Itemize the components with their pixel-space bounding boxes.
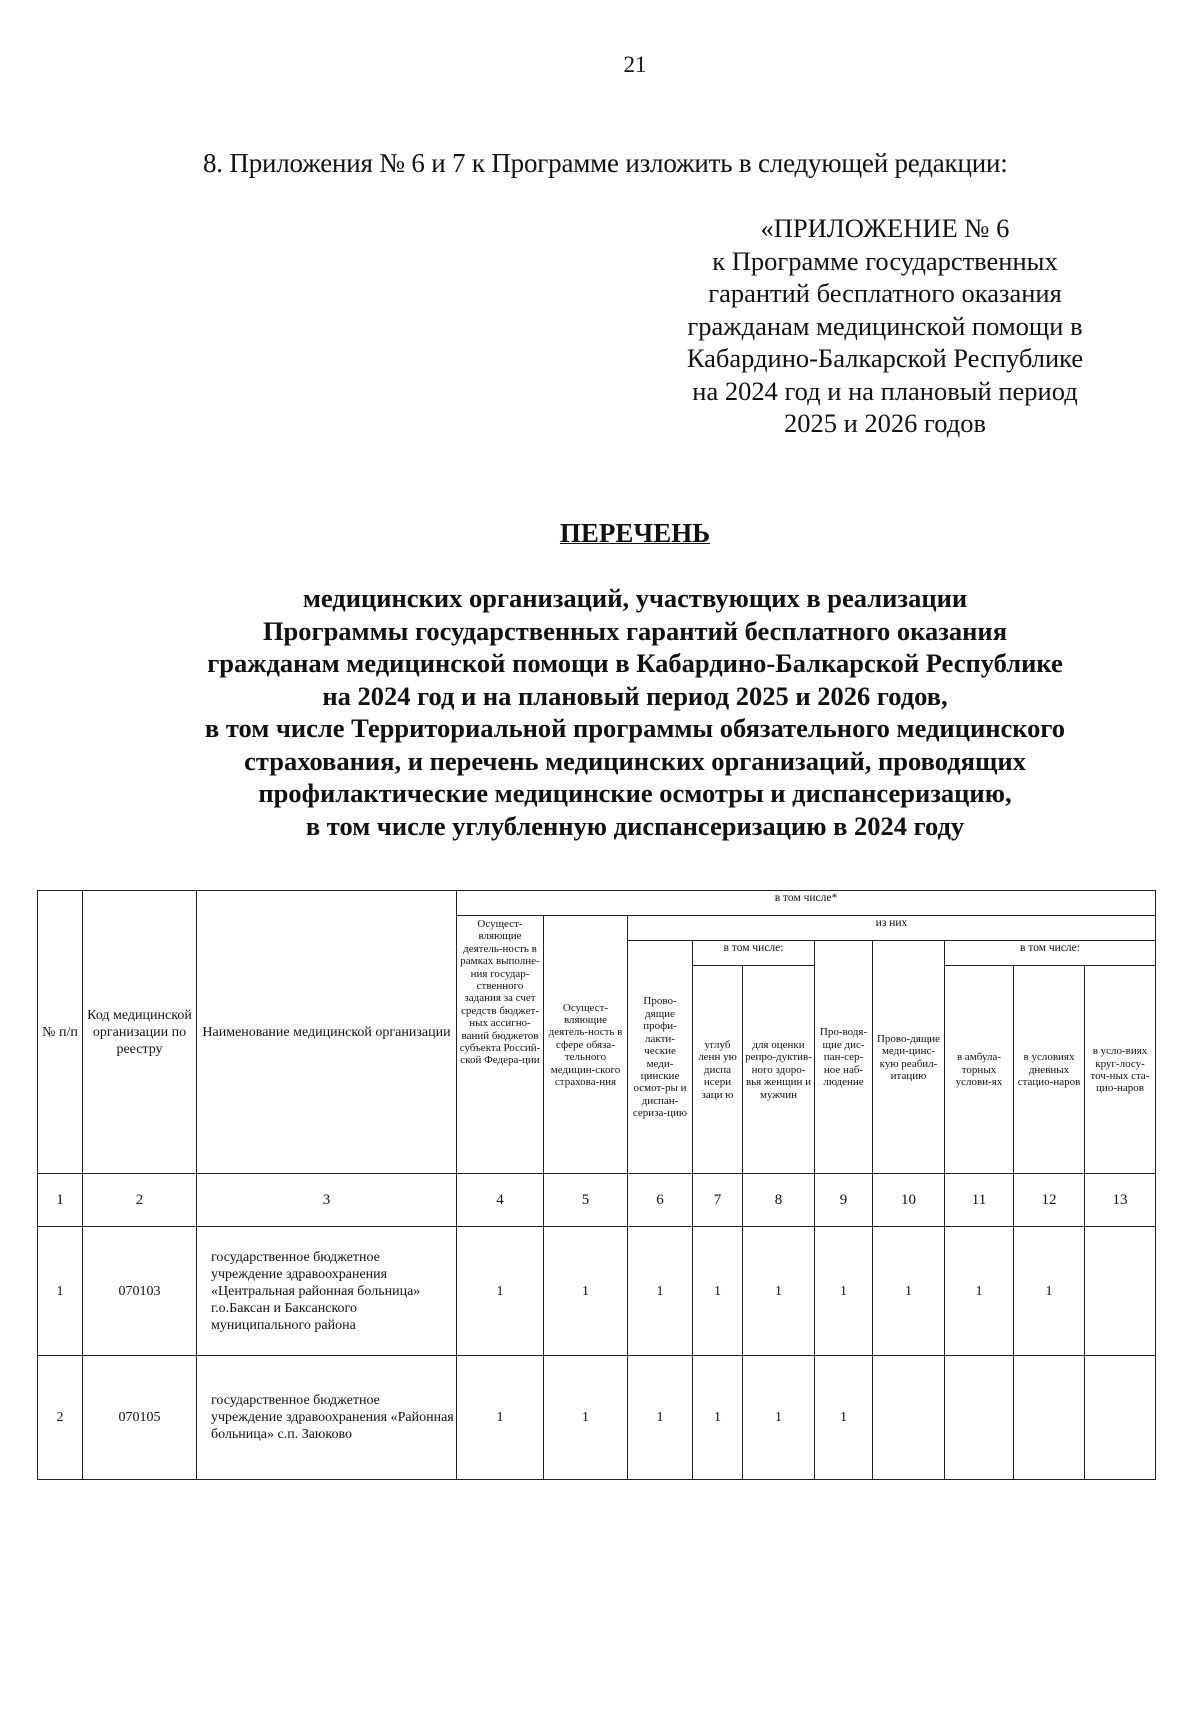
column-number: 7: [693, 1174, 743, 1227]
header-of-them: из них: [628, 916, 1156, 941]
header-num: № п/п: [38, 891, 83, 1174]
row-code: 070105: [83, 1356, 197, 1480]
row-cell-col8: 1: [743, 1227, 815, 1356]
appendix-line: Кабардино-Балкарской Республике: [686, 343, 1084, 373]
subtitle-line: в том числе Территориальной программы обязательного медицинского: [204, 713, 1066, 743]
row-cell-col4: 1: [457, 1356, 544, 1480]
appendix-line: гражданам медицинской помощи в: [687, 310, 1083, 341]
subtitle-line: Программы государственных гарантий бесплатного оказания: [262, 615, 1008, 646]
appendix-block: [640, 212, 1130, 440]
header-col7: углуб ленн ую диспа нсери заци ю: [693, 966, 743, 1174]
row-cell-col13: [1085, 1227, 1156, 1356]
row-cell-col12: [1014, 1356, 1085, 1480]
subtitle-line: медицинских организаций, участвующих в реализации: [302, 583, 968, 613]
header-col6: Прово-дящие профи-лакти-ческие меди-цинские осмот-ры и диспан-сериза-цию: [628, 941, 693, 1174]
row-cell-col9: 1: [815, 1227, 873, 1356]
header-including-sub-b: в том числе:: [945, 941, 1156, 966]
header-code: Код медицинской организации по реестру: [83, 891, 197, 1174]
row-cell-col11: [945, 1356, 1014, 1480]
subtitle-line: профилактические медицинские осмотры и диспансеризацию,: [258, 778, 1012, 808]
appendix-line: к Программе государственных: [712, 245, 1058, 276]
row-cell-col11: 1: [945, 1227, 1014, 1356]
page-number: 21: [623, 52, 647, 77]
column-number: 6: [628, 1174, 693, 1227]
instruction-text: 8. Приложения № 6 и 7 к Программе изложить в следующей редакции:: [203, 148, 1008, 178]
header-col12: в условиях дневных стацио-наров: [1014, 966, 1085, 1174]
appendix-line: «ПРИЛОЖЕНИЕ № 6: [760, 213, 1010, 243]
row-cell-col9: 1: [815, 1356, 873, 1480]
subtitle-line: на 2024 год и на плановый период 2025 и 2026 годов,: [322, 680, 948, 711]
row-org-name: государственное бюджетное учреждение здравоохранения «Центральная районная больница» г.о.Баксан и Баксанского муниципального района: [197, 1227, 457, 1356]
row-cell-col10: 1: [873, 1227, 945, 1356]
row-num: 2: [38, 1356, 83, 1480]
column-number: 8: [743, 1174, 815, 1227]
row-cell-col6: 1: [628, 1227, 693, 1356]
row-cell-col5: 1: [544, 1227, 628, 1356]
appendix-line: гарантий бесплатного оказания: [708, 278, 1062, 308]
row-cell-col13: [1085, 1356, 1156, 1480]
document-subtitle: [120, 582, 1150, 842]
header-col9: Про-водя-щие дис-пан-сер-ное наб-людение: [815, 941, 873, 1174]
row-cell-col7: 1: [693, 1227, 743, 1356]
header-col10: Прово-дящие меди-цинс-кую реабил-итацию: [873, 941, 945, 1174]
row-code: 070103: [83, 1227, 197, 1356]
subtitle-line: страхования, и перечень медицинских организаций, проводящих: [244, 745, 1026, 776]
row-cell-col10: [873, 1356, 945, 1480]
appendix-line: на 2024 год и на плановый период: [692, 375, 1078, 406]
subtitle-line: гражданам медицинской помощи в Кабардино-Балкарской Республике: [207, 648, 1063, 678]
row-org-name: государственное бюджетное учреждение здравоохранения «Районная больница» с.п. Заюково: [197, 1356, 457, 1480]
table-row: [38, 1227, 1156, 1356]
subtitle-line: в том числе углубленную диспансеризацию в 2024 году: [305, 810, 965, 841]
organizations-table: [37, 890, 1156, 1480]
column-number: 12: [1014, 1174, 1085, 1227]
column-number: 11: [945, 1174, 1014, 1227]
column-number: 13: [1085, 1174, 1156, 1227]
column-number: 2: [83, 1174, 197, 1227]
row-cell-col12: 1: [1014, 1227, 1085, 1356]
row-cell-col8: 1: [743, 1356, 815, 1480]
column-number: 4: [457, 1174, 544, 1227]
header-including-sub-a: в том числе:: [693, 941, 815, 966]
column-number: 1: [38, 1174, 83, 1227]
appendix-line: 2025 и 2026 годов: [784, 408, 986, 438]
column-number: 3: [197, 1174, 457, 1227]
table-row: [38, 1356, 1156, 1480]
header-col11: в амбула-торных услови-ях: [945, 966, 1014, 1174]
header-including: в том числе*: [457, 891, 1156, 916]
header-col8: для оценки репро-дуктив-ного здоро-вья женщин и мужчин: [743, 966, 815, 1174]
row-cell-col5: 1: [544, 1356, 628, 1480]
header-col4: Осущест-вляющие деятель-ность в рамках выполне-ния государ-ственного задания за счет средств бюджет-ных ассигно-ваний бюджетов субъекта Россий-ской Федера-ции: [457, 916, 544, 1174]
column-number: 10: [873, 1174, 945, 1227]
header-col13: в усло-виях круг-лосу-точ-ных ста-цио-наров: [1085, 966, 1156, 1174]
document-title: ПЕРЕЧЕНЬ: [559, 518, 711, 548]
column-number: 9: [815, 1174, 873, 1227]
row-cell-col7: 1: [693, 1356, 743, 1480]
row-num: 1: [38, 1227, 83, 1356]
column-number: 5: [544, 1174, 628, 1227]
header-col5: Осущест-вляющие деятель-ность в сфере обяза-тельного медицин-ского страхова-ния: [544, 916, 628, 1174]
row-cell-col6: 1: [628, 1356, 693, 1480]
header-name: Наименование медицинской организации: [197, 891, 457, 1174]
row-cell-col4: 1: [457, 1227, 544, 1356]
